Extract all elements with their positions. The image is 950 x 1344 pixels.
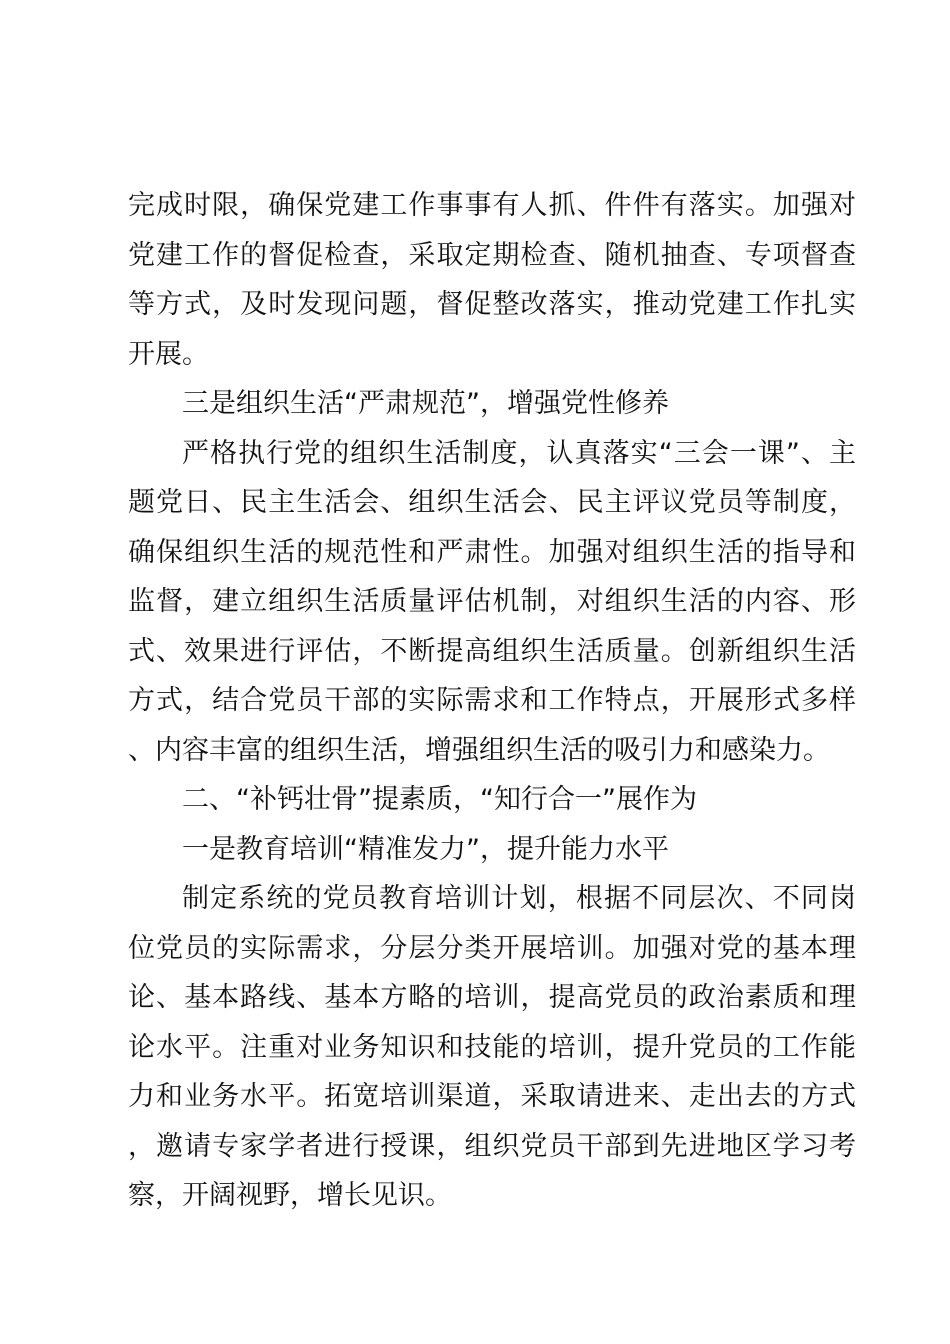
paragraph-education-training: 制定系统的党员教育培训计划，根据不同层次、不同岗位党员的实际需求，分层分类开展培训。加强对党的基本理论、基本路线、基本方略的培训，提高党员的政治素质和理论水平。注重对业务知识和技能的培训，提升党员的工作能力和业务水平。拓宽培训渠道，采取请进来、走出去的方式，邀请专家学者进行授课，组织党员干部到先进地区学习考察，开阔视野，增长见识。 (128, 883, 856, 1211)
section-heading-two: 二、“补钙壮骨”提素质，“知行合一”展作为 (182, 784, 697, 815)
subheading-organization-life: 三是组织生活“严肃规范”，增强党性修养 (182, 388, 669, 419)
paragraph-organization-life: 严格执行党的组织生活制度，认真落实“三会一课”、主题党日、民主生活会、组织生活会、民主评议党员等制度，确保组织生活的规范性和严肃性。加强对组织生活的指导和监督，建立组织生活质量评估机制，对组织生活的内容、形式、效果进行评估，不断提高组织生活质量。创新组织生活方式，结合党员干部的实际需求和工作特点，开展形式多样、内容丰富的组织生活，增强组织生活的吸引力和感染力。 (128, 437, 856, 766)
subheading-education-training: 一是教育培训“精准发力”，提升能力水平 (182, 833, 669, 865)
document-body (128, 181, 856, 1221)
paragraph-continuation: 完成时限，确保党建工作事事有人抓、件件有落实。加强对党建工作的督促检查，采取定期检查、随机抽查、专项督查等方式，及时发现问题，督促整改落实，推动党建工作扎实开展。 (128, 190, 856, 370)
